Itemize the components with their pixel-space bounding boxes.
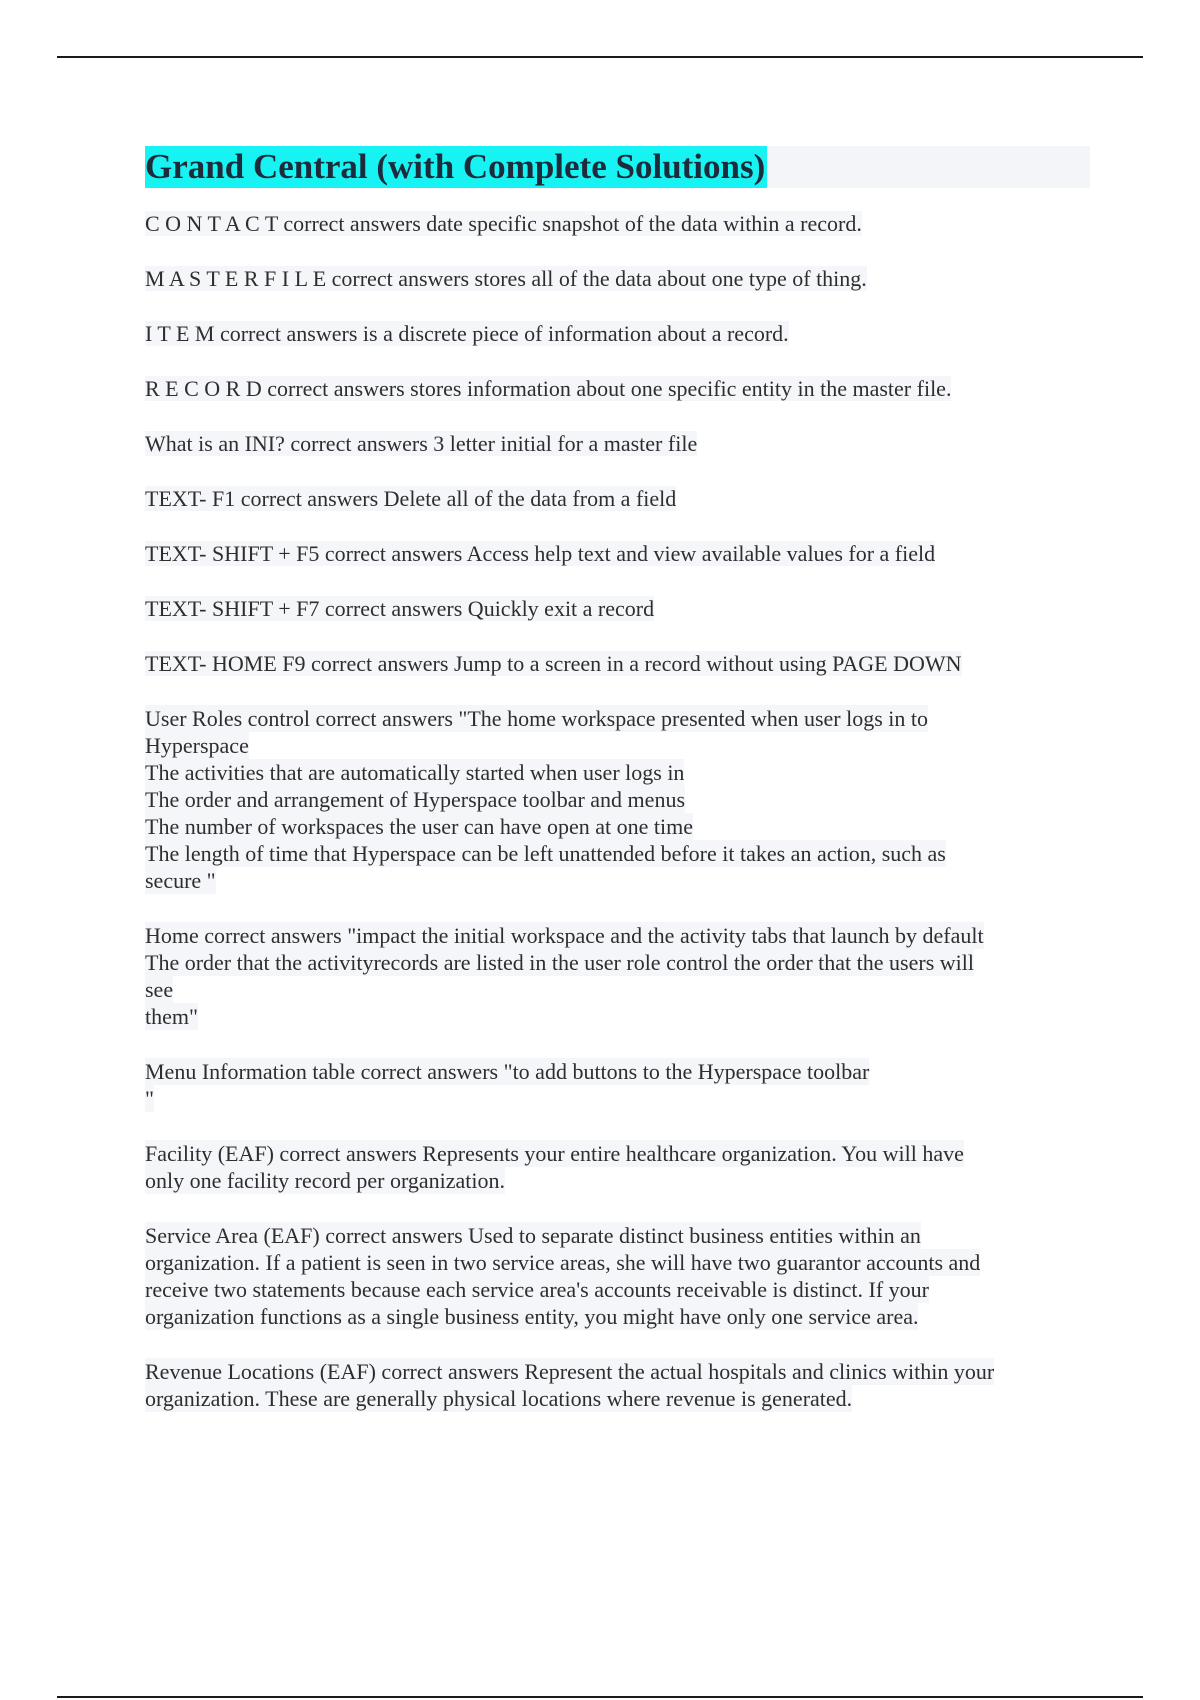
qa-entry bbox=[145, 430, 1090, 457]
qa-entry bbox=[145, 1058, 1090, 1112]
qa-entry-text: organization. These are generally physical locations where revenue is generated. bbox=[145, 1386, 853, 1411]
qa-entry-text: only one facility record per organization. bbox=[145, 1168, 506, 1193]
qa-entry-text: Service Area (EAF) correct answers Used to separate distinct business entities within an bbox=[145, 1223, 921, 1248]
qa-entry-text: Home correct answers "impact the initial workspace and the activity tabs that launch by default bbox=[145, 923, 984, 948]
qa-entry-text: The order and arrangement of Hyperspace toolbar and menus bbox=[145, 787, 685, 812]
qa-entry bbox=[145, 320, 1090, 347]
qa-entry-text: The order that the activityrecords are listed in the user role control the order that the users will bbox=[145, 950, 974, 975]
qa-entry-line bbox=[145, 430, 1090, 457]
qa-entry-line bbox=[145, 1385, 1090, 1412]
qa-entry-line bbox=[145, 1167, 1090, 1194]
qa-entry-line bbox=[145, 976, 1090, 1003]
qa-entry-text: organization. If a patient is seen in two service areas, she will have two guarantor accounts and bbox=[145, 1250, 981, 1275]
qa-entry-text: Facility (EAF) correct answers Represents your entire healthcare organization. You will have bbox=[145, 1141, 964, 1166]
qa-entry-text: Revenue Locations (EAF) correct answers Represent the actual hospitals and clinics within your bbox=[145, 1359, 995, 1384]
qa-entry-line bbox=[145, 922, 1090, 949]
qa-entry-text: TEXT- F1 correct answers Delete all of the data from a field bbox=[145, 486, 677, 511]
qa-entry bbox=[145, 210, 1090, 237]
qa-entry-line bbox=[145, 840, 1090, 867]
qa-entry-line bbox=[145, 540, 1090, 567]
qa-entry-line bbox=[145, 1358, 1090, 1385]
qa-entry-line bbox=[145, 867, 1090, 894]
qa-entry-line bbox=[145, 595, 1090, 622]
qa-entry-line bbox=[145, 1058, 1090, 1085]
qa-entry-line bbox=[145, 375, 1090, 402]
qa-entry-line bbox=[145, 949, 1090, 976]
qa-entry-line bbox=[145, 320, 1090, 347]
qa-entry-text: I T E M correct answers is a discrete piece of information about a record. bbox=[145, 321, 789, 346]
qa-entry bbox=[145, 650, 1090, 677]
qa-entry bbox=[145, 485, 1090, 512]
qa-entry-line bbox=[145, 1276, 1090, 1303]
qa-entry-line bbox=[145, 265, 1090, 292]
qa-list bbox=[145, 210, 1090, 1412]
qa-entry-text: What is an INI? correct answers 3 letter initial for a master file bbox=[145, 431, 698, 456]
qa-entry-text: The number of workspaces the user can have open at one time bbox=[145, 814, 693, 839]
qa-entry bbox=[145, 540, 1090, 567]
qa-entry-text: TEXT- HOME F9 correct answers Jump to a screen in a record without using PAGE DOWN bbox=[145, 651, 962, 676]
qa-entry-text: see bbox=[145, 977, 174, 1002]
qa-entry-line bbox=[145, 1003, 1090, 1030]
qa-entry-text: C O N T A C T correct answers date specific snapshot of the data within a record. bbox=[145, 211, 862, 236]
qa-entry-text: Hyperspace bbox=[145, 733, 249, 758]
qa-entry-line bbox=[145, 485, 1090, 512]
qa-entry bbox=[145, 1222, 1090, 1330]
qa-entry-text: M A S T E R F I L E correct answers stores all of the data about one type of thing. bbox=[145, 266, 867, 291]
qa-entry-text: TEXT- SHIFT + F7 correct answers Quickly exit a record bbox=[145, 596, 655, 621]
bottom-rule bbox=[57, 1696, 1143, 1698]
title-band bbox=[145, 146, 1090, 188]
document-body bbox=[145, 146, 1090, 1440]
qa-entry-text: User Roles control correct answers "The home workspace presented when user logs in to bbox=[145, 706, 929, 731]
qa-entry-line bbox=[145, 210, 1090, 237]
qa-entry-text: TEXT- SHIFT + F5 correct answers Access help text and view available values for a field bbox=[145, 541, 936, 566]
qa-entry-line bbox=[145, 1222, 1090, 1249]
page-title: Grand Central (with Complete Solutions) bbox=[145, 147, 766, 186]
qa-entry-line bbox=[145, 1249, 1090, 1276]
qa-entry bbox=[145, 1140, 1090, 1194]
qa-entry-text: " bbox=[145, 1086, 154, 1111]
qa-entry-line bbox=[145, 813, 1090, 840]
qa-entry-line bbox=[145, 1140, 1090, 1167]
qa-entry bbox=[145, 922, 1090, 1030]
qa-entry-text: them" bbox=[145, 1004, 198, 1029]
qa-entry-line bbox=[145, 705, 1090, 732]
qa-entry-line bbox=[145, 1303, 1090, 1330]
qa-entry-line bbox=[145, 650, 1090, 677]
qa-entry-line bbox=[145, 1085, 1090, 1112]
qa-entry bbox=[145, 375, 1090, 402]
qa-entry bbox=[145, 1358, 1090, 1412]
qa-entry-line bbox=[145, 732, 1090, 759]
qa-entry-text: receive two statements because each service area's accounts receivable is distinct. If your bbox=[145, 1277, 929, 1302]
qa-entry bbox=[145, 265, 1090, 292]
qa-entry-text: R E C O R D correct answers stores information about one specific entity in the master file. bbox=[145, 376, 952, 401]
qa-entry-text: Menu Information table correct answers "to add buttons to the Hyperspace toolbar bbox=[145, 1059, 870, 1084]
qa-entry bbox=[145, 595, 1090, 622]
qa-entry-text: The length of time that Hyperspace can be left unattended before it takes an action, such as bbox=[145, 841, 946, 866]
qa-entry-line bbox=[145, 786, 1090, 813]
qa-entry-line bbox=[145, 759, 1090, 786]
qa-entry-text: organization functions as a single business entity, you might have only one service area. bbox=[145, 1304, 919, 1329]
qa-entry-text: The activities that are automatically started when user logs in bbox=[145, 760, 685, 785]
qa-entry-text: secure " bbox=[145, 868, 216, 893]
qa-entry bbox=[145, 705, 1090, 894]
top-rule bbox=[57, 56, 1143, 58]
